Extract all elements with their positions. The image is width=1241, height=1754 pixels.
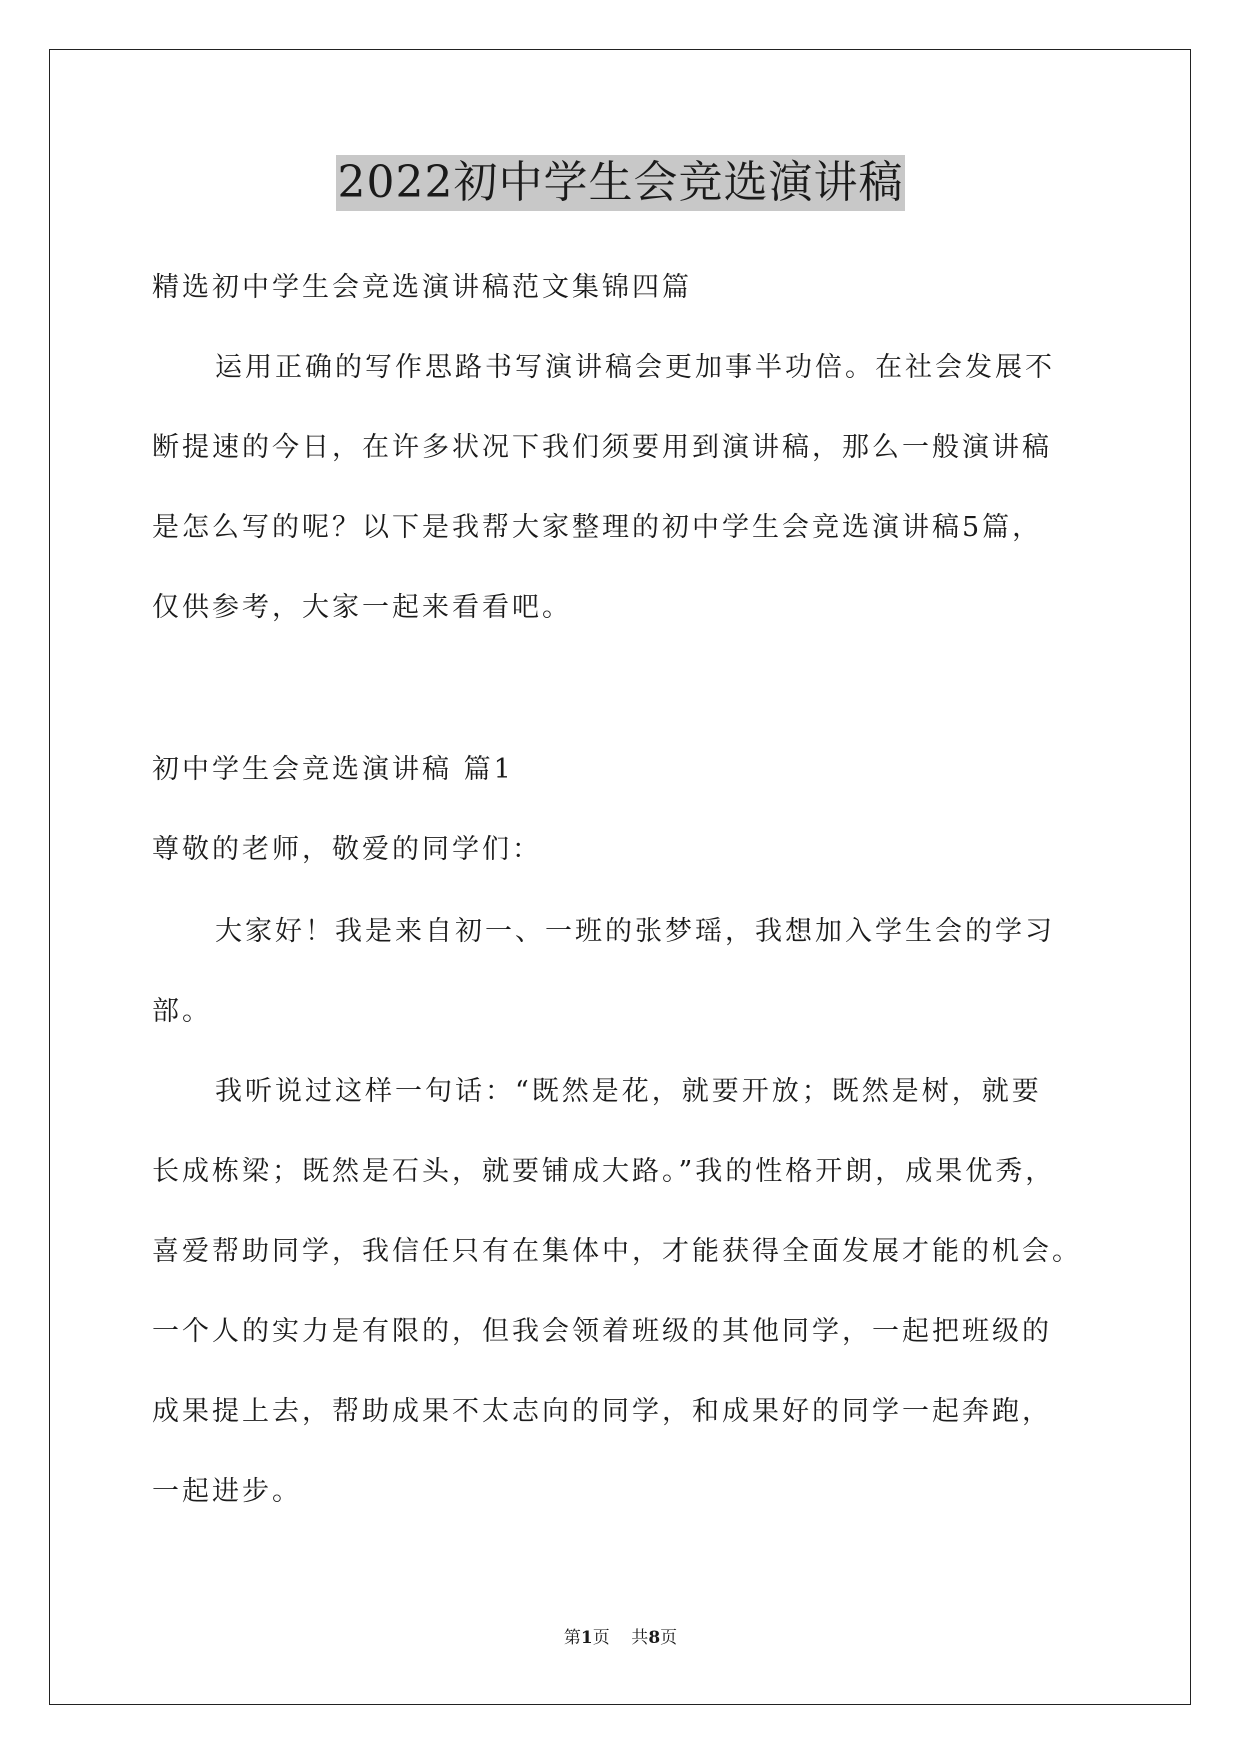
intro-line: 断提速的今日，在许多状况下我们须要用到演讲稿，那么一般演讲稿 [152, 432, 1052, 463]
footer-prefix: 第 [563, 1628, 581, 1648]
footer-suffix: 页 [660, 1628, 678, 1648]
paragraph-line: 部。 [152, 996, 212, 1027]
paragraph-line: 一起进步。 [152, 1476, 302, 1507]
intro-line: 运用正确的写作思路书写演讲稿会更加事半功倍。在社会发展不 [215, 352, 1055, 383]
subtitle: 精选初中学生会竞选演讲稿范文集锦四篇 [152, 272, 692, 303]
footer-mid: 页 共 [592, 1628, 649, 1648]
document-title: 2022初中学生会竞选演讲稿 [336, 155, 906, 211]
document-title-block [0, 155, 1241, 211]
paragraph-line: 一个人的实力是有限的，但我会领着班级的其他同学，一起把班级的 [152, 1316, 1052, 1347]
intro-line: 是怎么写的呢？以下是我帮大家整理的初中学生会竞选演讲稿5篇， [152, 512, 1043, 543]
salutation: 尊敬的老师，敬爱的同学们： [152, 834, 542, 865]
page-number: 1 [580, 1628, 593, 1648]
paragraph-line: 成果提上去，帮助成果不太志向的同学，和成果好的同学一起奔跑， [152, 1396, 1052, 1427]
paragraph-line: 喜爱帮助同学，我信任只有在集体中，才能获得全面发展才能的机会。 [152, 1236, 1082, 1267]
paragraph-line: 长成栋梁；既然是石头，就要铺成大路。”我的性格开朗，成果优秀， [152, 1156, 1056, 1187]
total-pages: 8 [648, 1628, 661, 1648]
intro-line: 仅供参考，大家一起来看看吧。 [152, 592, 572, 623]
paragraph-line: 大家好！我是来自初一、一班的张梦瑶，我想加入学生会的学习 [215, 916, 1055, 947]
section-heading: 初中学生会竞选演讲稿 篇1 [152, 754, 514, 785]
paragraph-line: 我听说过这样一句话：“既然是花，就要开放；既然是树，就要 [215, 1076, 1042, 1107]
page-footer [0, 1626, 1241, 1650]
